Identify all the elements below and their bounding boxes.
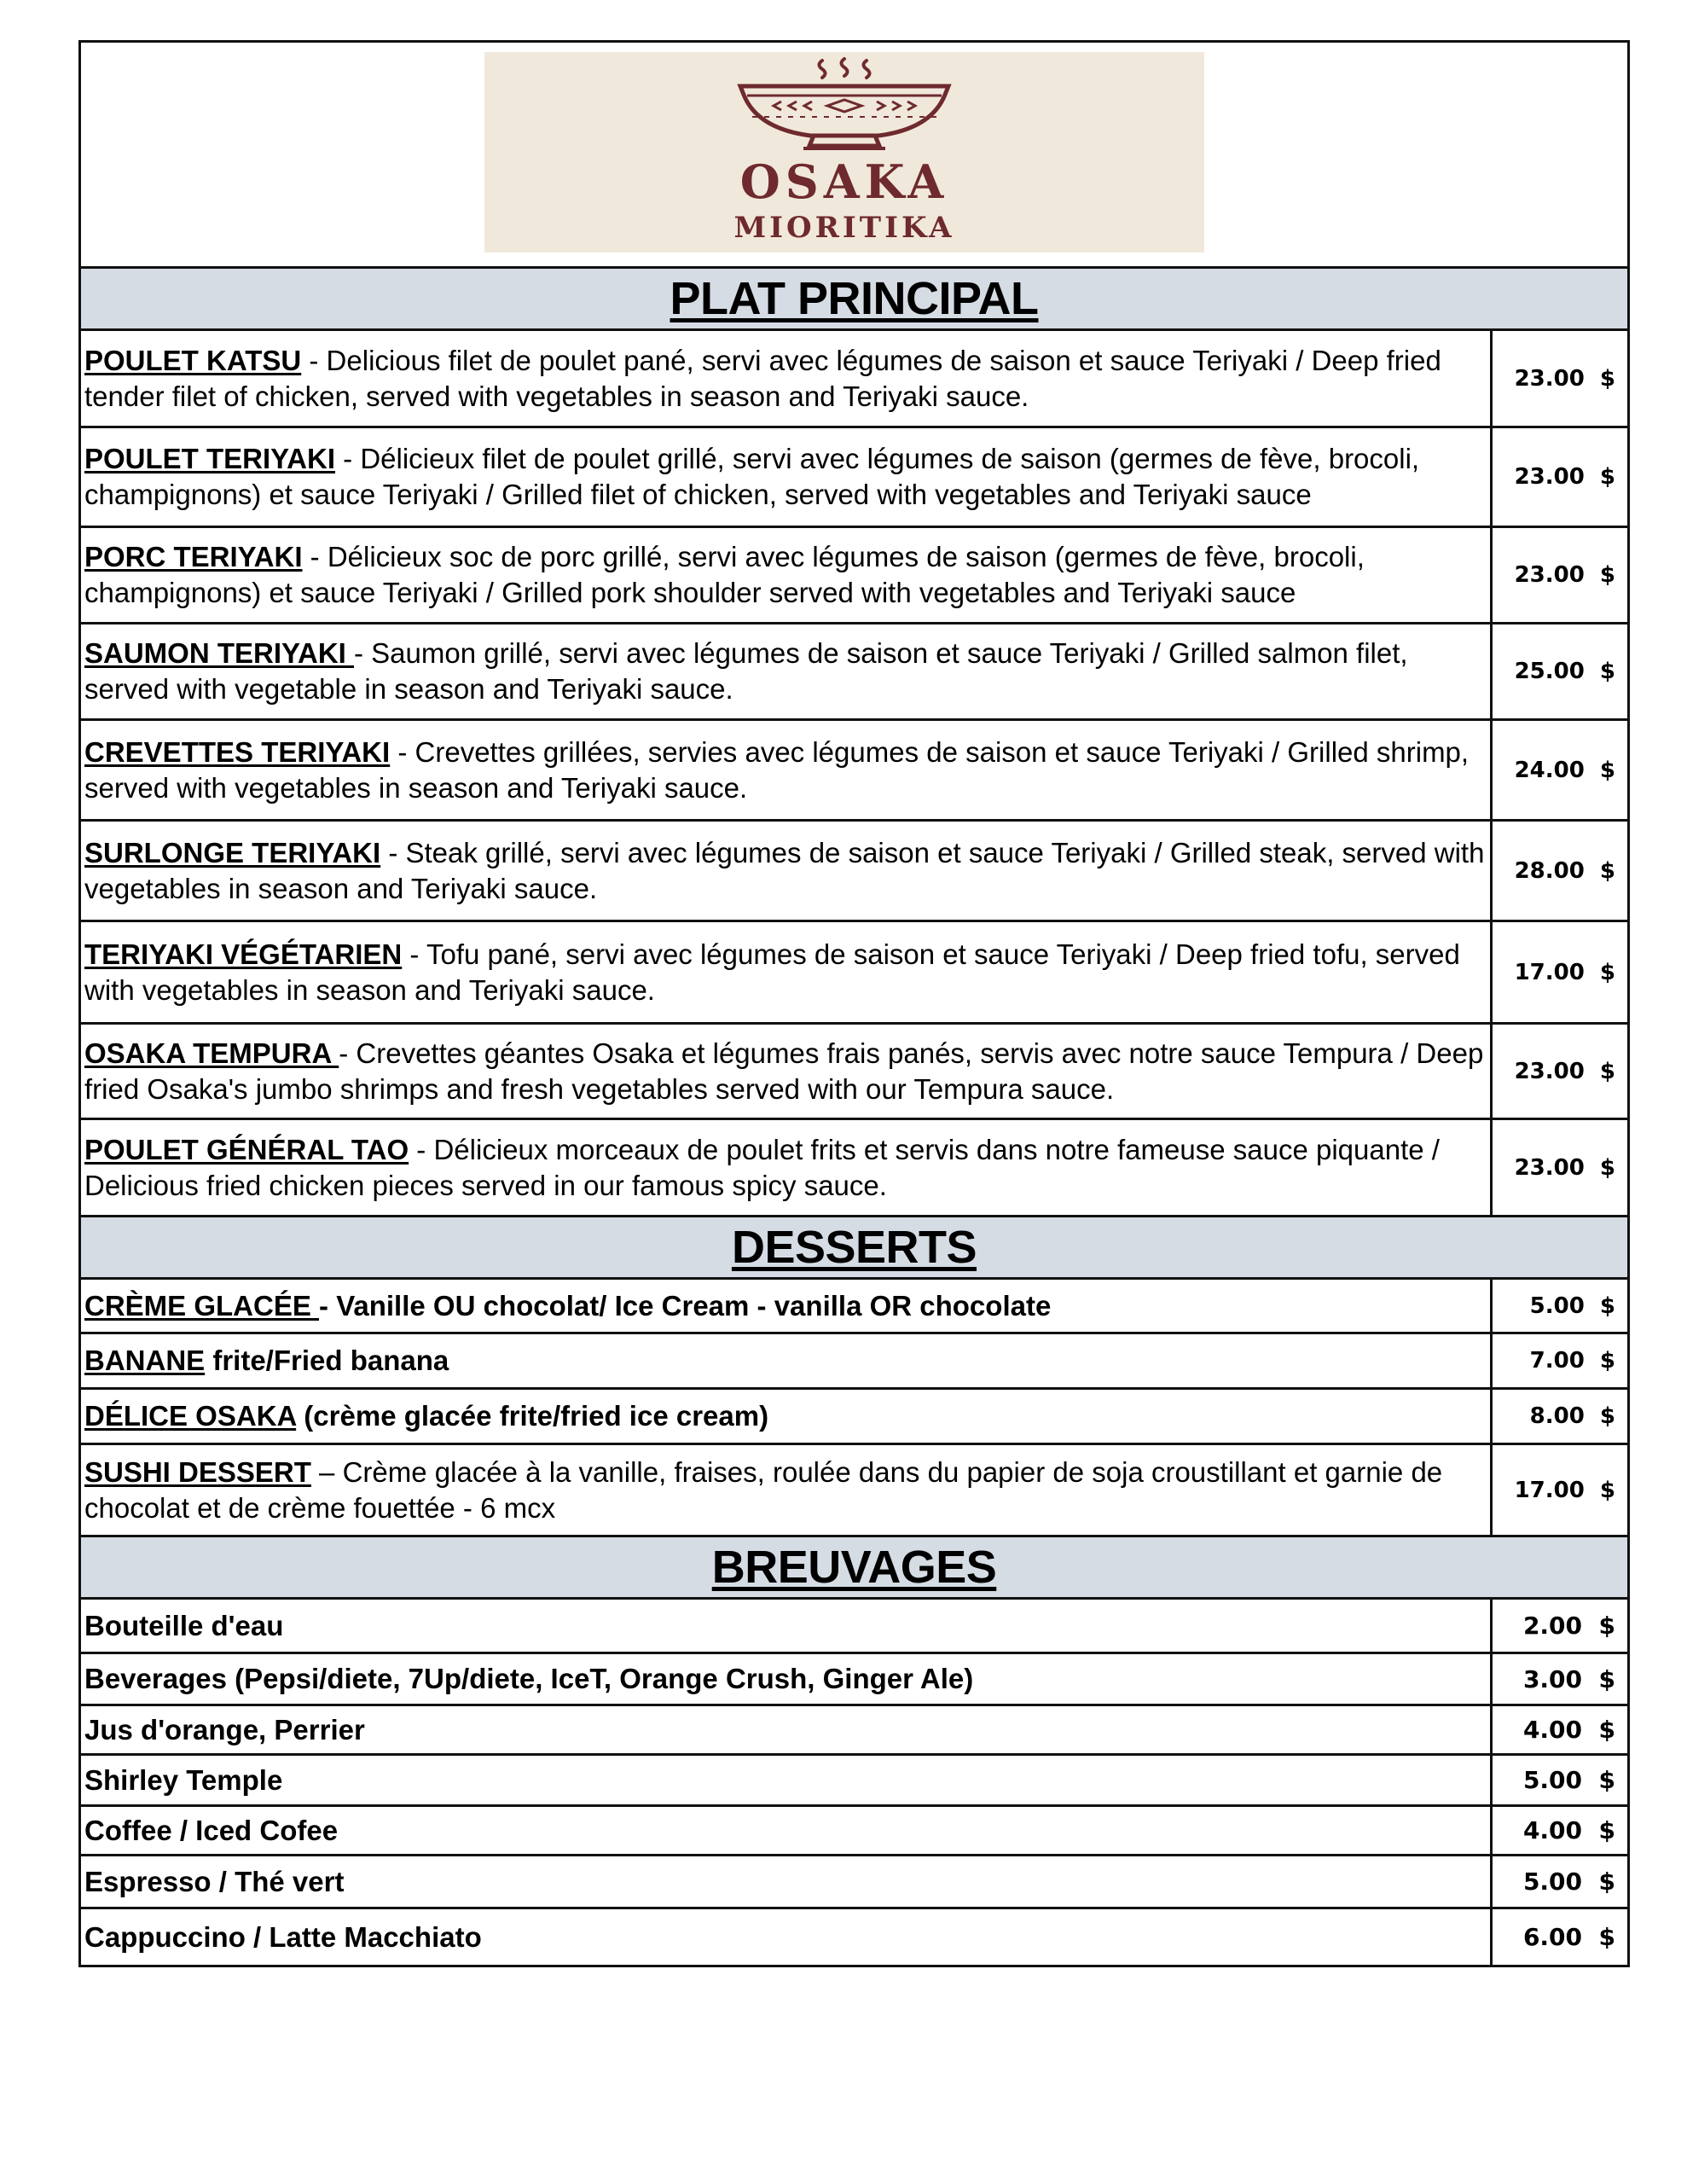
drink-item-row — [81, 1909, 1627, 1965]
item-description-cell — [81, 922, 1490, 1022]
drink-item-row — [81, 1654, 1627, 1706]
item-text — [84, 735, 1487, 806]
item-description: - Délicieux filet de poulet grillé, servi avec légumes de saison (germes de fève, brocoli, champignons) et sauce Teriyaki / Grilled filet of chicken, served with vegetables and Teriyaki sauce — [84, 443, 1420, 510]
item-description-cell — [81, 1856, 1490, 1907]
item-description-cell — [81, 1445, 1490, 1535]
item-description: frite/Fried banana — [205, 1345, 449, 1376]
item-description: - Steak grillé, servi avec légumes de saison et sauce Teriyaki / Grilled steak, served with vegetables in season and Teriyaki sauce. — [84, 836, 1485, 904]
drink-item-row — [81, 1856, 1627, 1909]
dessert-items — [81, 1280, 1627, 1537]
item-description-cell — [81, 428, 1490, 526]
item-name: POULET GÉNÉRAL TAO — [84, 1133, 409, 1165]
item-price: 4.00 $ — [1490, 1807, 1627, 1854]
main-item-row — [81, 922, 1627, 1025]
item-description-cell — [81, 624, 1490, 718]
item-description: - Vanille OU chocolat/ Ice Cream - vanilla OR chocolate — [319, 1289, 1052, 1321]
item-name: OSAKA TEMPURA — [84, 1037, 339, 1069]
item-name: TERIYAKI VÉGÉTARIEN — [84, 938, 403, 970]
item-description-cell — [81, 1334, 1490, 1387]
item-description: - Crevettes géantes Osaka et légumes frais panés, servis avec notre sauce Tempura / Deep fried Osaka's jumbo shrimps and fresh vegetables served with our Tempura sauce. — [84, 1037, 1484, 1105]
item-price: 6.00 $ — [1490, 1909, 1627, 1965]
item-description: - Tofu pané, servi avec légumes de saison et sauce Teriyaki / Deep fried tofu, served with vegetables in season and Teriyaki sauce. — [84, 938, 1460, 1006]
item-description-cell — [81, 822, 1490, 920]
item-price: 17.00 $ — [1490, 922, 1627, 1022]
item-description-cell — [81, 1600, 1490, 1652]
item-price: 17.00 $ — [1490, 1445, 1627, 1535]
main-item-row — [81, 822, 1627, 922]
main-item-row — [81, 331, 1627, 428]
main-item-row — [81, 624, 1627, 721]
drink-item-row — [81, 1807, 1627, 1856]
main-item-row — [81, 1025, 1627, 1120]
item-name: Jus d'orange, Perrier — [84, 1713, 365, 1745]
item-text — [84, 1920, 1487, 1955]
item-text — [84, 1608, 1487, 1644]
item-price: 28.00 $ — [1490, 822, 1627, 920]
item-price: 23.00 $ — [1490, 1025, 1627, 1118]
item-price: 25.00 $ — [1490, 624, 1627, 718]
item-price: 8.00 $ — [1490, 1390, 1627, 1443]
main-items — [81, 331, 1627, 1217]
item-price: 23.00 $ — [1490, 528, 1627, 622]
item-text — [84, 1343, 1487, 1379]
item-description: - Saumon grillé, servi avec légumes de saison et sauce Teriyaki / Grilled salmon filet, served with vegetable in season and Teriyaki sauce. — [84, 637, 1408, 705]
restaurant-logo — [484, 52, 1204, 253]
item-price: 2.00 $ — [1490, 1600, 1627, 1652]
item-name: Shirley Temple — [84, 1763, 283, 1796]
dessert-item-row — [81, 1445, 1627, 1537]
item-price: 23.00 $ — [1490, 331, 1627, 426]
item-text — [84, 1132, 1487, 1204]
item-price: 5.00 $ — [1490, 1756, 1627, 1804]
dessert-item-row — [81, 1390, 1627, 1445]
item-name: SAUMON TERIYAKI — [84, 637, 354, 669]
item-name: SURLONGE TERIYAKI — [84, 836, 381, 868]
item-text — [84, 1661, 1487, 1697]
item-name: Espresso / Thé vert — [84, 1865, 345, 1897]
dessert-item-row — [81, 1280, 1627, 1334]
item-description-cell — [81, 1706, 1490, 1753]
main-item-row — [81, 721, 1627, 822]
section-header-desserts — [81, 1217, 1627, 1280]
item-name: PORC TERIYAKI — [84, 541, 303, 572]
item-price: 5.00 $ — [1490, 1280, 1627, 1332]
item-name: POULET KATSU — [84, 344, 302, 376]
item-text — [84, 1036, 1487, 1107]
item-text — [84, 343, 1487, 415]
section-header-main — [81, 269, 1627, 331]
menu-table — [78, 40, 1630, 1967]
drink-item-row — [81, 1706, 1627, 1756]
item-text — [84, 441, 1487, 513]
item-description-cell — [81, 1280, 1490, 1332]
item-name: Coffee / Iced Cofee — [84, 1814, 339, 1846]
main-item-row — [81, 1120, 1627, 1217]
section-title-drinks: BREUVAGES — [711, 1542, 997, 1593]
item-description-cell — [81, 1909, 1490, 1965]
section-title-desserts: DESSERTS — [731, 1222, 977, 1273]
item-price: 3.00 $ — [1490, 1654, 1627, 1704]
item-description-cell — [81, 721, 1490, 819]
item-description: - Délicieux soc de porc grillé, servi avec légumes de saison (germes de fève, brocoli, champignons) et sauce Teriyaki / Grilled pork shoulder served with vegetables and Teriyaki sauce — [84, 541, 1365, 608]
item-description: – Crème glacée à la vanille, fraises, roulée dans du papier de soja croustillant et garnie de chocolat et de crème fouettée - 6 mcx — [84, 1455, 1443, 1524]
drink-items — [81, 1600, 1627, 1965]
item-description-cell — [81, 1756, 1490, 1804]
main-item-row — [81, 528, 1627, 624]
item-name: CREVETTES TERIYAKI — [84, 735, 391, 768]
item-text — [84, 636, 1487, 707]
item-name: BANANE — [84, 1345, 206, 1376]
item-name: POULET TERIYAKI — [84, 443, 335, 474]
item-description: (crème glacée frite/fried ice cream) — [296, 1400, 769, 1432]
drink-item-row — [81, 1600, 1627, 1654]
item-price: 23.00 $ — [1490, 1120, 1627, 1215]
logo-name-line2: MIORITIKA — [733, 211, 955, 245]
logo-name-line1: OSAKA — [739, 154, 949, 209]
item-description-cell — [81, 1390, 1490, 1443]
item-description: - Crevettes grillées, servies avec légumes de saison et sauce Teriyaki / Grilled shrimp, served with vegetables in season and Teriyaki sauce. — [84, 735, 1470, 804]
item-text — [84, 1398, 1487, 1434]
item-name: Bouteille d'eau — [84, 1609, 284, 1641]
item-price: 5.00 $ — [1490, 1856, 1627, 1907]
item-description-cell — [81, 528, 1490, 622]
dessert-item-row — [81, 1334, 1627, 1390]
item-text — [84, 539, 1487, 611]
item-text — [84, 1813, 1487, 1849]
item-price: 4.00 $ — [1490, 1706, 1627, 1753]
item-description-cell — [81, 1120, 1490, 1215]
main-item-row — [81, 428, 1627, 528]
item-name: SUSHI DESSERT — [84, 1455, 311, 1488]
item-name: Cappuccino / Latte Macchiato — [84, 1920, 482, 1953]
section-title-main: PLAT PRINCIPAL — [670, 273, 1039, 324]
item-description-cell — [81, 1807, 1490, 1854]
item-text — [84, 1763, 1487, 1798]
item-price: 23.00 $ — [1490, 428, 1627, 526]
drink-item-row — [81, 1756, 1627, 1807]
item-price: 24.00 $ — [1490, 721, 1627, 819]
item-description-cell — [81, 1025, 1490, 1118]
item-description: - Délicieux morceaux de poulet frits et servis dans notre fameuse sauce piquante / Delicious fried chicken pieces served in our famous spicy sauce. — [84, 1133, 1440, 1201]
section-header-drinks — [81, 1537, 1627, 1600]
item-text — [84, 937, 1487, 1008]
item-name: DÉLICE OSAKA — [84, 1400, 297, 1432]
item-text — [84, 835, 1487, 907]
item-description: - Delicious filet de poulet pané, servi avec légumes de saison et sauce Teriyaki / Deep fried tender filet of chicken, served with vegetables in season and Teriyaki sauce. — [84, 344, 1441, 412]
logo-row — [81, 43, 1627, 269]
item-description-cell — [81, 331, 1490, 426]
item-name: CRÈME GLACÉE — [84, 1289, 320, 1321]
item-name: Beverages (Pepsi/diete, 7Up/diete, IceT, Orange Crush, Ginger Ale) — [84, 1663, 974, 1694]
item-text — [84, 1864, 1487, 1900]
item-price: 7.00 $ — [1490, 1334, 1627, 1387]
item-text — [84, 1712, 1487, 1748]
item-text — [84, 1288, 1487, 1324]
item-text — [84, 1455, 1487, 1526]
item-description-cell — [81, 1654, 1490, 1704]
